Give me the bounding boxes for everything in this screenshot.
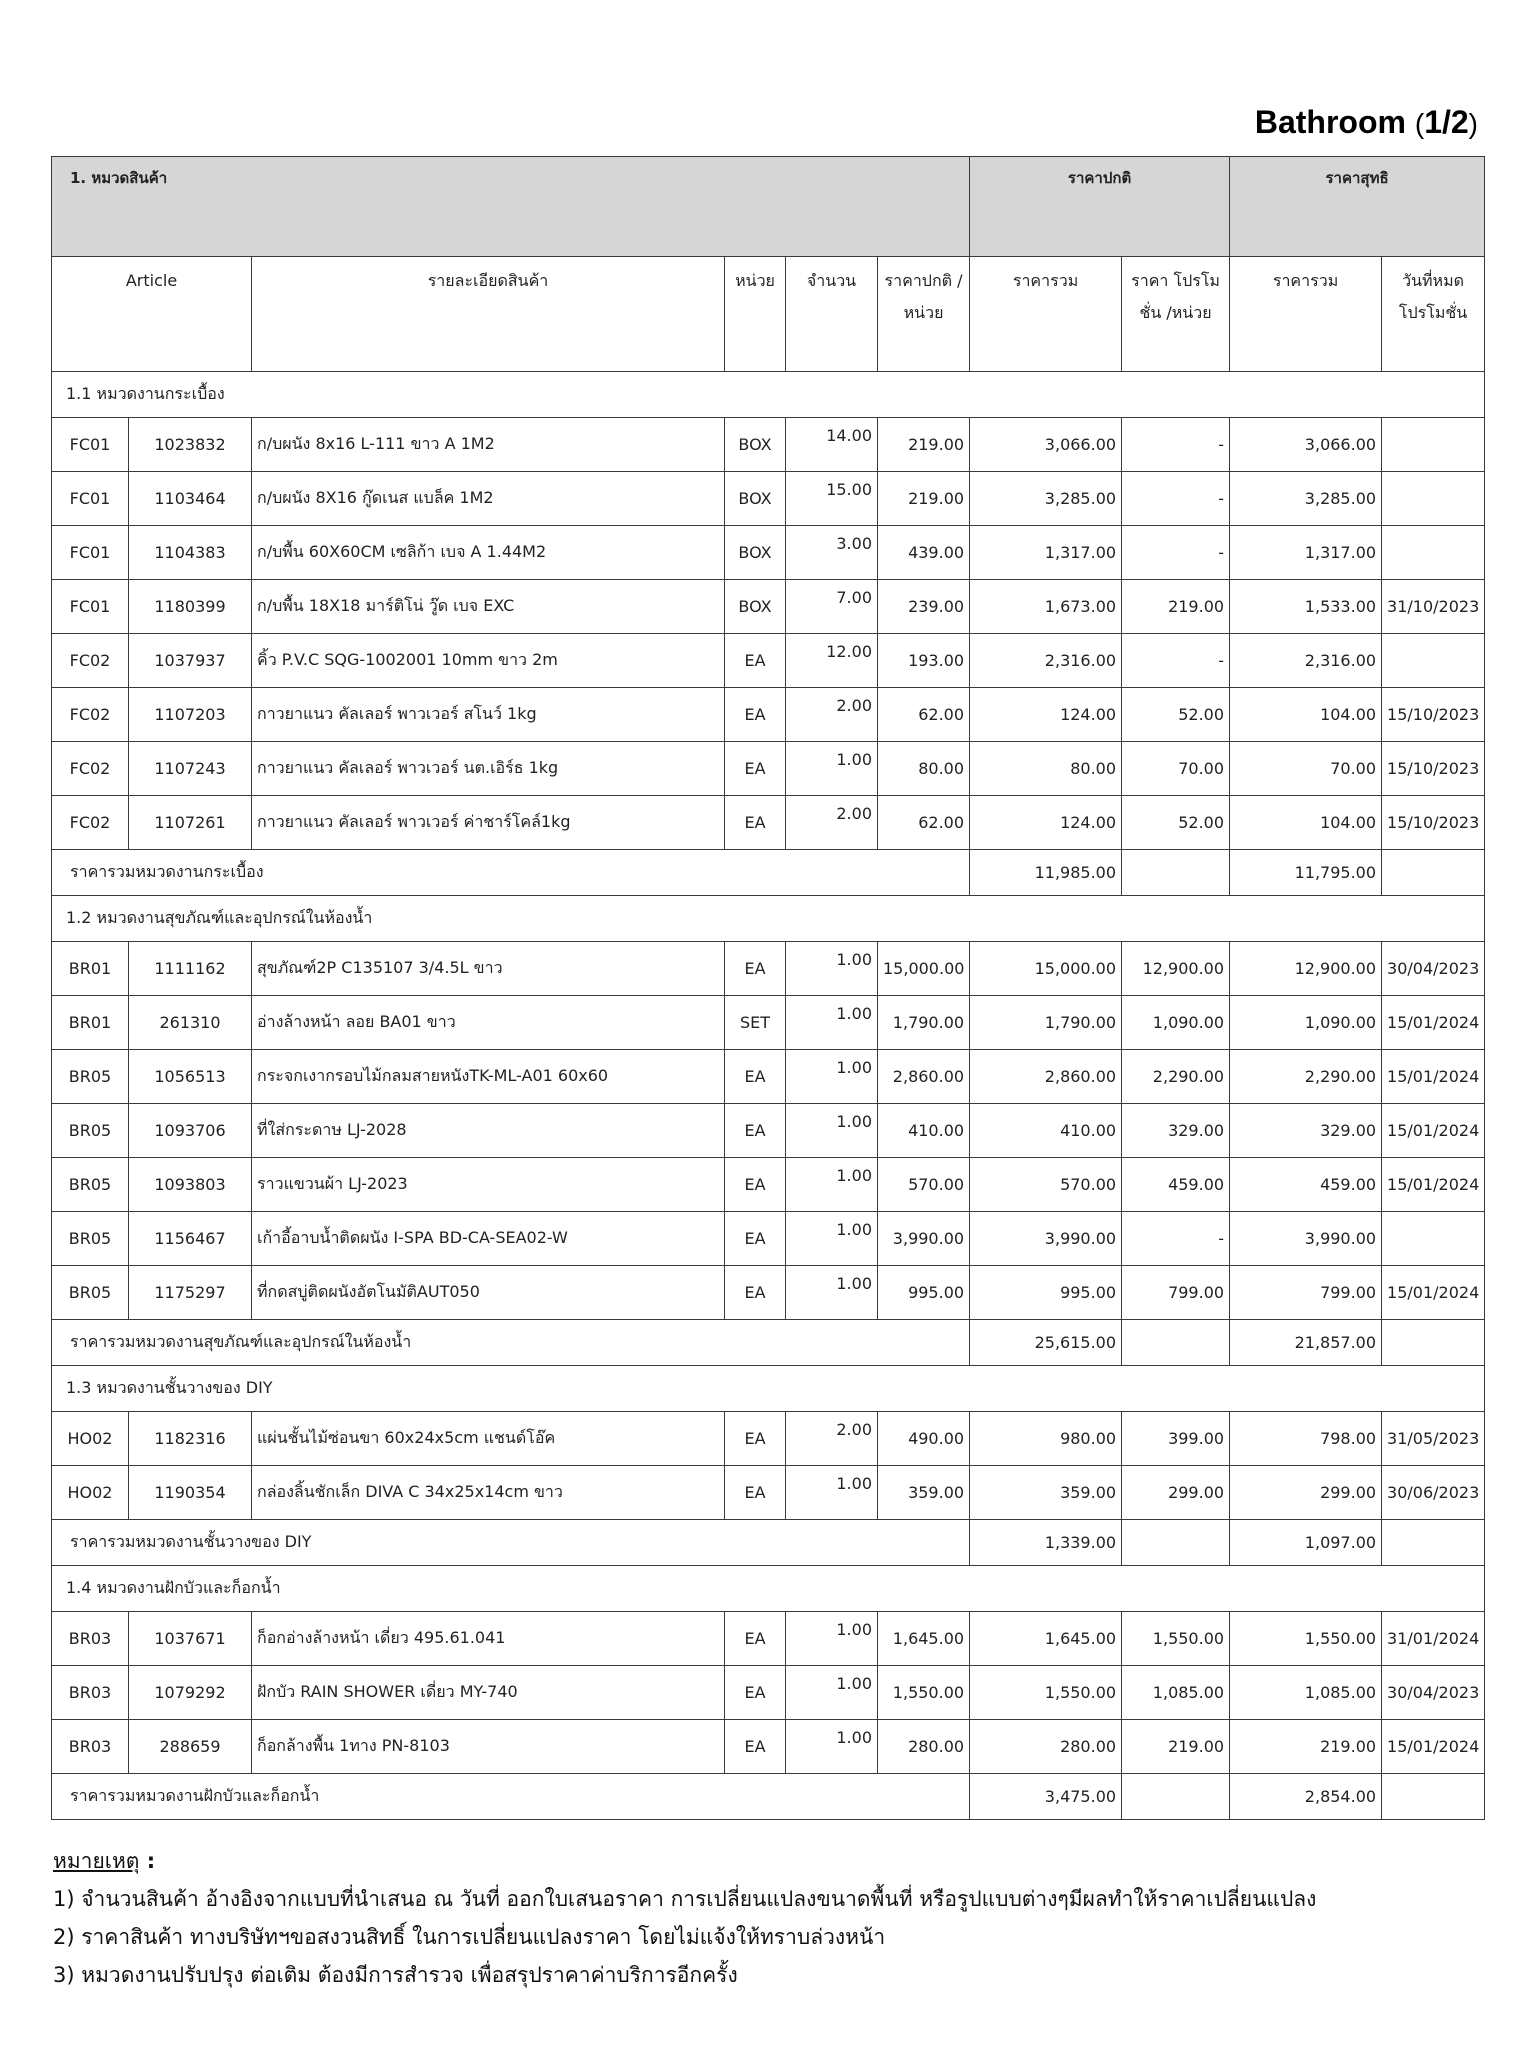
cell-qty: 1.00 [786, 1050, 878, 1104]
cell-unit: BOX [725, 472, 786, 526]
cell-total: 280.00 [970, 1720, 1122, 1774]
cell-code: BR05 [52, 1212, 129, 1266]
cell-unit-price: 995.00 [878, 1266, 970, 1320]
cell-promo-end [1382, 634, 1485, 688]
cell-code: BR01 [52, 996, 129, 1050]
cell-unit-price: 1,645.00 [878, 1612, 970, 1666]
cell-promo-end: 15/01/2024 [1382, 1050, 1485, 1104]
cell-total: 1,673.00 [970, 580, 1122, 634]
cell-code: BR01 [52, 942, 129, 996]
cell-description: ก/บผนัง 8x16 L-111 ขาว A 1M2 [252, 418, 725, 472]
cell-promo-end [1382, 472, 1485, 526]
cell-net-total: 459.00 [1230, 1158, 1382, 1212]
cell-description: สุขภัณฑ์2P C135107 3/4.5L ขาว [252, 942, 725, 996]
cell-qty: 1.00 [786, 942, 878, 996]
cell-article: 1093706 [129, 1104, 252, 1158]
cell-total: 570.00 [970, 1158, 1122, 1212]
cell-code: HO02 [52, 1466, 129, 1520]
cell-article: 1079292 [129, 1666, 252, 1720]
cell-unit: EA [725, 796, 786, 850]
subtotal-label: ราคารวมหมวดงานชั้นวางของ DIY [52, 1520, 970, 1566]
cell-promo-end: 15/01/2024 [1382, 1266, 1485, 1320]
notes-heading-colon: : [139, 1849, 156, 1873]
cell-unit: BOX [725, 526, 786, 580]
cell-unit: EA [725, 1612, 786, 1666]
cell-article: 1023832 [129, 418, 252, 472]
table-row [52, 526, 1485, 580]
col-promo-price: ราคา โปรโมชั่น /หน่วย [1122, 257, 1230, 372]
cell-qty: 2.00 [786, 796, 878, 850]
cell-code: FC02 [52, 688, 129, 742]
section-title: 1.1 หมวดงานกระเบื้อง [52, 372, 1485, 418]
subtotal-net: 1,097.00 [1230, 1520, 1382, 1566]
subtotal-net: 11,795.00 [1230, 850, 1382, 896]
cell-description: ฝักบัว RAIN SHOWER เดี่ยว MY-740 [252, 1666, 725, 1720]
cell-total: 124.00 [970, 688, 1122, 742]
title-main: Bathroom [1254, 104, 1415, 140]
cell-promo-price: 299.00 [1122, 1466, 1230, 1520]
cell-promo-end: 30/04/2023 [1382, 1666, 1485, 1720]
cell-qty: 1.00 [786, 742, 878, 796]
cell-article: 1107243 [129, 742, 252, 796]
cell-total: 1,645.00 [970, 1612, 1122, 1666]
cell-qty: 1.00 [786, 1104, 878, 1158]
cell-code: FC01 [52, 580, 129, 634]
table-row [52, 1720, 1485, 1774]
cell-unit-price: 15,000.00 [878, 942, 970, 996]
cell-qty: 14.00 [786, 418, 878, 472]
cell-total: 1,790.00 [970, 996, 1122, 1050]
cell-description: ที่ใส่กระดาษ LJ-2028 [252, 1104, 725, 1158]
table-row [52, 634, 1485, 688]
cell-net-total: 219.00 [1230, 1720, 1382, 1774]
section-title: 1.3 หมวดงานชั้นวางของ DIY [52, 1366, 1485, 1412]
cell-code: FC01 [52, 526, 129, 580]
cell-unit-price: 410.00 [878, 1104, 970, 1158]
cell-total: 410.00 [970, 1104, 1122, 1158]
cell-qty: 2.00 [786, 688, 878, 742]
cell-promo-price: 459.00 [1122, 1158, 1230, 1212]
cell-unit-price: 1,550.00 [878, 1666, 970, 1720]
cell-promo-end: 15/01/2024 [1382, 996, 1485, 1050]
cell-description: กาวยาแนว คัลเลอร์ พาวเวอร์ นต.เอิร์ธ 1kg [252, 742, 725, 796]
section-title: 1.4 หมวดงานฝักบัวและก็อกน้ำ [52, 1566, 1485, 1612]
cell-unit: EA [725, 1666, 786, 1720]
cell-total: 359.00 [970, 1466, 1122, 1520]
section-title-row [52, 896, 1485, 942]
cell-net-total: 3,066.00 [1230, 418, 1382, 472]
cell-description: อ่างล้างหน้า ลอย BA01 ขาว [252, 996, 725, 1050]
cell-article: 1180399 [129, 580, 252, 634]
cell-net-total: 3,285.00 [1230, 472, 1382, 526]
cell-qty: 2.00 [786, 1412, 878, 1466]
cell-code: FC02 [52, 634, 129, 688]
cell-promo-end: 15/10/2023 [1382, 688, 1485, 742]
table-row [52, 1612, 1485, 1666]
table-row [52, 1050, 1485, 1104]
cell-promo-end: 15/10/2023 [1382, 796, 1485, 850]
cell-total: 995.00 [970, 1266, 1122, 1320]
notes-heading-text: หมายเหตุ [53, 1849, 140, 1873]
title-paren-open: ( [1414, 108, 1425, 139]
cell-promo-price: 52.00 [1122, 796, 1230, 850]
section-title: 1.2 หมวดงานสุขภัณฑ์และอุปกรณ์ในห้องน้ำ [52, 896, 1485, 942]
subtotal-row [52, 1520, 1485, 1566]
cell-unit: BOX [725, 580, 786, 634]
cell-promo-price: 219.00 [1122, 580, 1230, 634]
cell-description: แผ่นชั้นไม้ซ่อนขา 60x24x5cm แชนด์โอ๊ค [252, 1412, 725, 1466]
cell-net-total: 1,085.00 [1230, 1666, 1382, 1720]
cell-promo-end [1382, 418, 1485, 472]
cell-article: 1190354 [129, 1466, 252, 1520]
cell-description: กาวยาแนว คัลเลอร์ พาวเวอร์ สโนว์ 1kg [252, 688, 725, 742]
cell-net-total: 104.00 [1230, 796, 1382, 850]
subtotal-label: ราคารวมหมวดงานฝักบัวและก็อกน้ำ [52, 1774, 970, 1820]
table-row [52, 1104, 1485, 1158]
table-row [52, 1666, 1485, 1720]
cell-qty: 1.00 [786, 1720, 878, 1774]
cell-total: 3,285.00 [970, 472, 1122, 526]
col-article: Article [52, 257, 252, 372]
cell-promo-end: 31/10/2023 [1382, 580, 1485, 634]
subtotal-row [52, 1774, 1485, 1820]
cell-article: 1056513 [129, 1050, 252, 1104]
cell-code: FC02 [52, 742, 129, 796]
cell-unit-price: 2,860.00 [878, 1050, 970, 1104]
cell-net-total: 1,533.00 [1230, 580, 1382, 634]
cell-qty: 1.00 [786, 1466, 878, 1520]
cell-promo-end [1382, 1212, 1485, 1266]
subtotal-empty [1382, 850, 1485, 896]
cell-promo-price: 1,090.00 [1122, 996, 1230, 1050]
col-net-total: ราคารวม [1230, 257, 1382, 372]
cell-unit: EA [725, 1212, 786, 1266]
col-qty: จำนวน [786, 257, 878, 372]
cell-total: 15,000.00 [970, 942, 1122, 996]
cell-article: 1103464 [129, 472, 252, 526]
cell-unit: EA [725, 742, 786, 796]
cell-total: 3,990.00 [970, 1212, 1122, 1266]
cell-qty: 1.00 [786, 1666, 878, 1720]
cell-unit-price: 219.00 [878, 472, 970, 526]
table-row [52, 418, 1485, 472]
table-row [52, 996, 1485, 1050]
cell-description: ที่กดสบู่ติดผนังอัตโนมัติAUT050 [252, 1266, 725, 1320]
cell-total: 124.00 [970, 796, 1122, 850]
cell-unit: EA [725, 1266, 786, 1320]
cell-code: FC01 [52, 472, 129, 526]
cell-qty: 1.00 [786, 1612, 878, 1666]
cell-article: 1107261 [129, 796, 252, 850]
subtotal-gap [1122, 1320, 1230, 1366]
cell-description: กาวยาแนว คัลเลอร์ พาวเวอร์ ค่าชาร์โคล์1kg [252, 796, 725, 850]
cell-promo-end [1382, 526, 1485, 580]
subtotal-label: ราคารวมหมวดงานกระเบื้อง [52, 850, 970, 896]
table-row [52, 742, 1485, 796]
cell-promo-price: - [1122, 634, 1230, 688]
cell-qty: 7.00 [786, 580, 878, 634]
subtotal-net: 21,857.00 [1230, 1320, 1382, 1366]
subtotal-total: 3,475.00 [970, 1774, 1122, 1820]
section-title-row [52, 1566, 1485, 1612]
cell-unit: EA [725, 1466, 786, 1520]
subtotal-gap [1122, 850, 1230, 896]
net-price-header: ราคาสุทธิ [1230, 157, 1485, 257]
cell-description: ก็อกอ่างล้างหน้า เดี่ยว 495.61.041 [252, 1612, 725, 1666]
cell-article: 288659 [129, 1720, 252, 1774]
cell-code: FC02 [52, 796, 129, 850]
cell-net-total: 799.00 [1230, 1266, 1382, 1320]
cell-description: คิ้ว P.V.C SQG-1002001 10mm ขาว 2m [252, 634, 725, 688]
subtotal-row [52, 1320, 1485, 1366]
cell-description: ราวแขวนผ้า LJ-2023 [252, 1158, 725, 1212]
cell-net-total: 1,090.00 [1230, 996, 1382, 1050]
table-row [52, 796, 1485, 850]
cell-total: 1,550.00 [970, 1666, 1122, 1720]
cell-code: BR03 [52, 1612, 129, 1666]
cell-unit: EA [725, 634, 786, 688]
cell-article: 1037671 [129, 1612, 252, 1666]
cell-promo-price: - [1122, 1212, 1230, 1266]
table-row [52, 580, 1485, 634]
cell-total: 980.00 [970, 1412, 1122, 1466]
normal-price-header: ราคาปกติ [970, 157, 1230, 257]
cell-total: 80.00 [970, 742, 1122, 796]
col-total: ราคารวม [970, 257, 1122, 372]
cell-unit: EA [725, 1104, 786, 1158]
table-row [52, 1158, 1485, 1212]
cell-unit: EA [725, 1050, 786, 1104]
title-paren-close: ) [1468, 108, 1478, 139]
cell-description: เก้าอี้อาบน้ำติดผนัง I-SPA BD-CA-SEA02-W [252, 1212, 725, 1266]
cell-qty: 3.00 [786, 526, 878, 580]
cell-article: 1093803 [129, 1158, 252, 1212]
col-promo-end: วันที่หมด โปรโมชั่น [1382, 257, 1485, 372]
cell-code: BR05 [52, 1158, 129, 1212]
title-page-number: 1/2 [1424, 104, 1469, 140]
cell-net-total: 70.00 [1230, 742, 1382, 796]
cell-article: 1156467 [129, 1212, 252, 1266]
column-header-row [52, 257, 1485, 372]
cell-article: 1175297 [129, 1266, 252, 1320]
cell-total: 3,066.00 [970, 418, 1122, 472]
cell-promo-price: 1,550.00 [1122, 1612, 1230, 1666]
cell-unit: SET [725, 996, 786, 1050]
cell-promo-end: 15/01/2024 [1382, 1158, 1485, 1212]
cell-promo-end: 15/01/2024 [1382, 1104, 1485, 1158]
cell-unit: EA [725, 942, 786, 996]
table-row [52, 1466, 1485, 1520]
note-item-1: 1) จำนวนสินค้า อ้างอิงจากแบบที่นำเสนอ ณ วันที่ ออกใบเสนอราคา การเปลี่ยนแปลงขนาดพื้นที่ หรือรูปแบบต่างๆมีผลทำให้ราคาเปลี่ยนแปลง [53, 1887, 1317, 1911]
subtotal-total: 11,985.00 [970, 850, 1122, 896]
cell-promo-price: 329.00 [1122, 1104, 1230, 1158]
cell-net-total: 104.00 [1230, 688, 1382, 742]
cell-code: BR03 [52, 1666, 129, 1720]
subtotal-total: 25,615.00 [970, 1320, 1122, 1366]
cell-promo-end: 31/01/2024 [1382, 1612, 1485, 1666]
cell-unit-price: 193.00 [878, 634, 970, 688]
cell-unit-price: 239.00 [878, 580, 970, 634]
cell-description: ก/บพื้น 18X18 มาร์ติโน่ วู๊ด เบจ EXC [252, 580, 725, 634]
subtotal-empty [1382, 1320, 1485, 1366]
cell-promo-price: 399.00 [1122, 1412, 1230, 1466]
cell-promo-end: 30/04/2023 [1382, 942, 1485, 996]
cell-description: ก/บผนัง 8X16 กู๊ดเนส แบล็ค 1M2 [252, 472, 725, 526]
cell-net-total: 299.00 [1230, 1466, 1382, 1520]
cell-article: 1104383 [129, 526, 252, 580]
subtotal-total: 1,339.00 [970, 1520, 1122, 1566]
cell-promo-price: 70.00 [1122, 742, 1230, 796]
cell-article: 261310 [129, 996, 252, 1050]
cell-code: BR05 [52, 1050, 129, 1104]
section-title-row [52, 372, 1485, 418]
cell-net-total: 12,900.00 [1230, 942, 1382, 996]
cell-net-total: 1,550.00 [1230, 1612, 1382, 1666]
cell-unit-price: 3,990.00 [878, 1212, 970, 1266]
cell-net-total: 329.00 [1230, 1104, 1382, 1158]
cell-net-total: 2,316.00 [1230, 634, 1382, 688]
cell-promo-end: 31/05/2023 [1382, 1412, 1485, 1466]
cell-code: FC01 [52, 418, 129, 472]
subtotal-gap [1122, 1520, 1230, 1566]
cell-qty: 1.00 [786, 1158, 878, 1212]
cell-net-total: 3,990.00 [1230, 1212, 1382, 1266]
cell-article: 1037937 [129, 634, 252, 688]
table-row [52, 688, 1485, 742]
table-row [52, 1212, 1485, 1266]
cell-total: 1,317.00 [970, 526, 1122, 580]
cell-promo-price: 2,290.00 [1122, 1050, 1230, 1104]
cell-promo-price: 1,085.00 [1122, 1666, 1230, 1720]
subtotal-gap [1122, 1774, 1230, 1820]
note-item-2: 2) ราคาสินค้า ทางบริษัทฯขอสงวนสิทธิ์ ในการเปลี่ยนแปลงราคา โดยไม่แจ้งให้ทราบล่วงหน้า [53, 1925, 886, 1949]
notes-block [53, 1842, 1493, 1994]
notes-heading [53, 1842, 1493, 1880]
quotation-table [51, 156, 1485, 1820]
cell-promo-end: 15/01/2024 [1382, 1720, 1485, 1774]
cell-qty: 1.00 [786, 1266, 878, 1320]
cell-code: BR05 [52, 1266, 129, 1320]
col-description: รายละเอียดสินค้า [252, 257, 725, 372]
col-unit: หน่วย [725, 257, 786, 372]
subtotal-label: ราคารวมหมวดงานสุขภัณฑ์และอุปกรณ์ในห้องน้ำ [52, 1320, 970, 1366]
cell-code: HO02 [52, 1412, 129, 1466]
table-row [52, 1266, 1485, 1320]
cell-unit-price: 280.00 [878, 1720, 970, 1774]
category-header: 1. หมวดสินค้า [52, 157, 970, 257]
cell-qty: 1.00 [786, 1212, 878, 1266]
cell-unit-price: 359.00 [878, 1466, 970, 1520]
cell-unit-price: 219.00 [878, 418, 970, 472]
cell-code: BR05 [52, 1104, 129, 1158]
cell-description: ก็อกล้างพื้น 1ทาง PN-8103 [252, 1720, 725, 1774]
cell-net-total: 798.00 [1230, 1412, 1382, 1466]
cell-qty: 12.00 [786, 634, 878, 688]
cell-promo-price: - [1122, 472, 1230, 526]
cell-unit-price: 80.00 [878, 742, 970, 796]
cell-code: BR03 [52, 1720, 129, 1774]
cell-unit-price: 439.00 [878, 526, 970, 580]
cell-promo-price: - [1122, 418, 1230, 472]
note-item-3: 3) หมวดงานปรับปรุง ต่อเติม ต้องมีการสำรวจ เพื่อสรุปราคาค่าบริการอีกครั้ง [53, 1963, 738, 1987]
cell-unit: BOX [725, 418, 786, 472]
subtotal-row [52, 850, 1485, 896]
cell-article: 1182316 [129, 1412, 252, 1466]
cell-description: กล่องลิ้นชักเล็ก DIVA C 34x25x14cm ขาว [252, 1466, 725, 1520]
table-row [52, 472, 1485, 526]
cell-unit: EA [725, 1158, 786, 1212]
cell-description: ก/บพื้น 60X60CM เซลิก้า เบจ A 1.44M2 [252, 526, 725, 580]
cell-promo-price: 52.00 [1122, 688, 1230, 742]
cell-unit-price: 62.00 [878, 688, 970, 742]
table-row [52, 1412, 1485, 1466]
cell-unit-price: 570.00 [878, 1158, 970, 1212]
cell-total: 2,316.00 [970, 634, 1122, 688]
cell-promo-price: 12,900.00 [1122, 942, 1230, 996]
cell-unit-price: 1,790.00 [878, 996, 970, 1050]
cell-promo-price: - [1122, 526, 1230, 580]
cell-net-total: 1,317.00 [1230, 526, 1382, 580]
table-row [52, 942, 1485, 996]
cell-promo-price: 799.00 [1122, 1266, 1230, 1320]
cell-unit-price: 62.00 [878, 796, 970, 850]
cell-article: 1107203 [129, 688, 252, 742]
page-title [1255, 104, 1478, 141]
cell-promo-end: 15/10/2023 [1382, 742, 1485, 796]
cell-unit-price: 490.00 [878, 1412, 970, 1466]
cell-promo-end: 30/06/2023 [1382, 1466, 1485, 1520]
cell-promo-price: 219.00 [1122, 1720, 1230, 1774]
cell-total: 2,860.00 [970, 1050, 1122, 1104]
cell-unit: EA [725, 688, 786, 742]
cell-net-total: 2,290.00 [1230, 1050, 1382, 1104]
section-title-row [52, 1366, 1485, 1412]
subtotal-empty [1382, 1520, 1485, 1566]
subtotal-empty [1382, 1774, 1485, 1820]
subtotal-net: 2,854.00 [1230, 1774, 1382, 1820]
cell-article: 1111162 [129, 942, 252, 996]
col-unit-price: ราคาปกติ /หน่วย [878, 257, 970, 372]
cell-unit: EA [725, 1412, 786, 1466]
cell-unit: EA [725, 1720, 786, 1774]
cell-description: กระจกเงากรอบไม้กลมสายหนังTK-ML-A01 60x60 [252, 1050, 725, 1104]
cell-qty: 15.00 [786, 472, 878, 526]
group-header-row [52, 157, 1485, 257]
cell-qty: 1.00 [786, 996, 878, 1050]
